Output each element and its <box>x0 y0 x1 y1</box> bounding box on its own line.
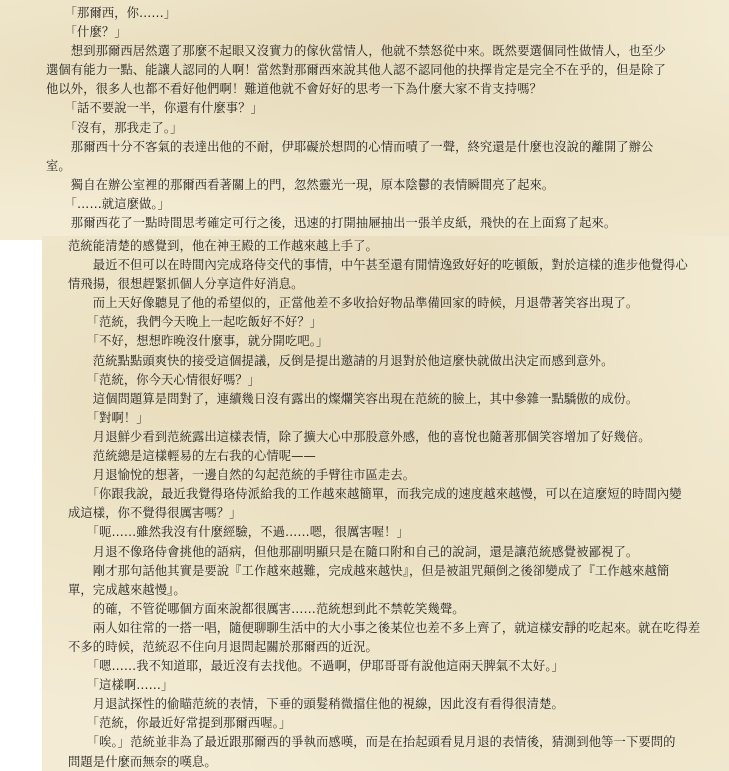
paragraph-line: 而上天好像聽見了他的希望似的，正當他差不多收拾好物品準備回家的時候，月退帶著笑容出現了。 <box>68 296 639 311</box>
paragraph-line: 「沒有，那我走了。」 <box>46 120 183 135</box>
paragraph-line: 「嗯……我不知道耶，最近沒有去找他。不過啊，伊耶哥哥有說他這兩天脾氣不太好。」 <box>68 659 564 674</box>
paragraph-line: 「什麼？」 <box>46 25 127 40</box>
story-section-2 <box>68 237 724 771</box>
paragraph-line: 月退愉悅的想著，一邊自然的勾起范統的手臂往市區走去。 <box>68 468 416 483</box>
paragraph-line: 范統能清楚的感覺到，他在神王殿的工作越來越上手了。 <box>68 239 378 253</box>
paragraph-line: 「話不要說一半，你還有什麼事？」 <box>46 101 263 116</box>
paragraph-line: 「那爾西，你……」 <box>46 6 177 20</box>
paragraph-line: 獨自在辦公室裡的那爾西看著關上的門，忽然靈光一現，原本陰鬱的表情瞬間亮了起來。 <box>46 177 555 192</box>
paragraph-line: 他以外，很多人也都不看好他們啊！難道他就不會好好的思考一下為什麼大家不肯支持嗎？ <box>46 82 542 97</box>
paragraph-line: 那爾西花了一點時間思考確定可行之後，迅速的打開抽屜抽出一張羊皮紙，飛快的在上面寫了起來。 <box>46 216 617 231</box>
paragraph-line: 最近不但可以在時間內完成珞侍交代的事情，中午甚至還有閒情逸致好好的吃頓飯，對於這樣的進步他覺得心 <box>68 258 688 273</box>
story-section-1 <box>46 4 726 233</box>
paragraph-line: 剛才那句話他其實是要說『工作越來越難，完成越來越快』，但是被詛咒顛倒之後卻變成了『工作越來越簡 <box>68 563 670 578</box>
paragraph-line: 月退試探性的偷瞄范統的表情，下垂的頭髮稍微擋住他的視線，因此沒有看得很清楚。 <box>68 697 564 712</box>
paragraph-line: 「……就這麼做。」 <box>46 196 171 211</box>
paragraph-line: 問題是什麼而無奈的嘆息。 <box>68 754 217 769</box>
paragraph-line: 兩人如往常的一搭一唱，隨便聊聊生活中的大小事之後某位也差不多上齊了，就這樣安靜的吃起來。就在吃得差 <box>68 620 701 635</box>
paragraph-line: 「這樣啊……」 <box>68 678 174 693</box>
paragraph-line: 選個有能力一點、能讓人認同的人啊！當然對那爾西來說其他人認不認同他的抉擇肯定是完全不在乎的，但是除了 <box>46 63 666 78</box>
paragraph-line: 范統點點頭爽快的接受這個提議，反倒是提出邀請的月退對於他這麼快就做出決定而感到意外。 <box>68 353 614 368</box>
paragraph-line: 室。 <box>46 158 71 173</box>
paragraph-line: 不多的時候，范統忍不住向月退問起關於那爾西的近況。 <box>68 639 378 654</box>
paragraph-line: 月退鮮少看到范統露出這樣表情，除了擴大心中那股意外感，他的喜悅也隨著那個笑容增加了好幾倍。 <box>68 429 651 444</box>
paragraph-line: 成這樣，你不覺得很厲害嗎？」 <box>68 506 242 521</box>
paragraph-line: 「范統，我們今天晚上一起吃飯好不好？」 <box>68 315 323 330</box>
paragraph-line: 「范統，你今天心情很好嗎？」 <box>68 372 261 387</box>
paragraph-line: 范統總是這樣輕易的左右我的心情呢—— <box>68 449 316 464</box>
paragraph-line: 「唉。」范統並非為了最近跟那爾西的爭執而感嘆，而是在抬起頭看見月退的表情後，猜測到他等一下要問的 <box>68 735 676 750</box>
paragraph-line: 「你跟我說，最近我覺得珞侍派給我的工作越來越簡單，而我完成的速度越來越慢，可以在這麼短的時間內變 <box>68 487 682 502</box>
paragraph-line: 月退不像珞侍會挑他的語病，但他那副明顯只是在隨口附和自己的說詞，還是讓范統感覺被鄙視了。 <box>68 544 639 559</box>
paragraph-line: 那爾西十分不客氣的表達出他的不耐，伊耶礙於想問的心情而嘖了一聲，終究還是什麼也沒說的離開了辦公 <box>46 139 654 154</box>
paragraph-line: 單，完成越來越慢』。 <box>68 582 186 597</box>
paragraph-line: 「不好，想想昨晚沒什麼事，就分開吃吧。」 <box>68 334 329 349</box>
paragraph-line: 「對啊！」 <box>68 410 149 425</box>
paragraph-line: 想到那爾西居然選了那麼不起眼又沒實力的傢伙當情人，他就不禁怒從中來。既然要選個同性做情人，也至少 <box>46 44 666 59</box>
paragraph-line: 的確，不管從哪個方面來說都很厲害……范統想到此不禁乾笑幾聲。 <box>68 601 465 616</box>
paragraph-line: 情飛揚，很想趕緊抓個人分享這件好消息。 <box>68 277 304 292</box>
paragraph-line: 這個問題算是問對了，連續幾日沒有露出的燦爛笑容出現在范統的臉上，其中參雜一點驕傲的成份。 <box>68 391 639 406</box>
paragraph-line: 「范統，你最近好常提到那爾西喔。」 <box>68 716 292 731</box>
paragraph-line: 「呃……雖然我沒有什麼經驗，不過……嗯，很厲害喔！」 <box>68 525 409 540</box>
